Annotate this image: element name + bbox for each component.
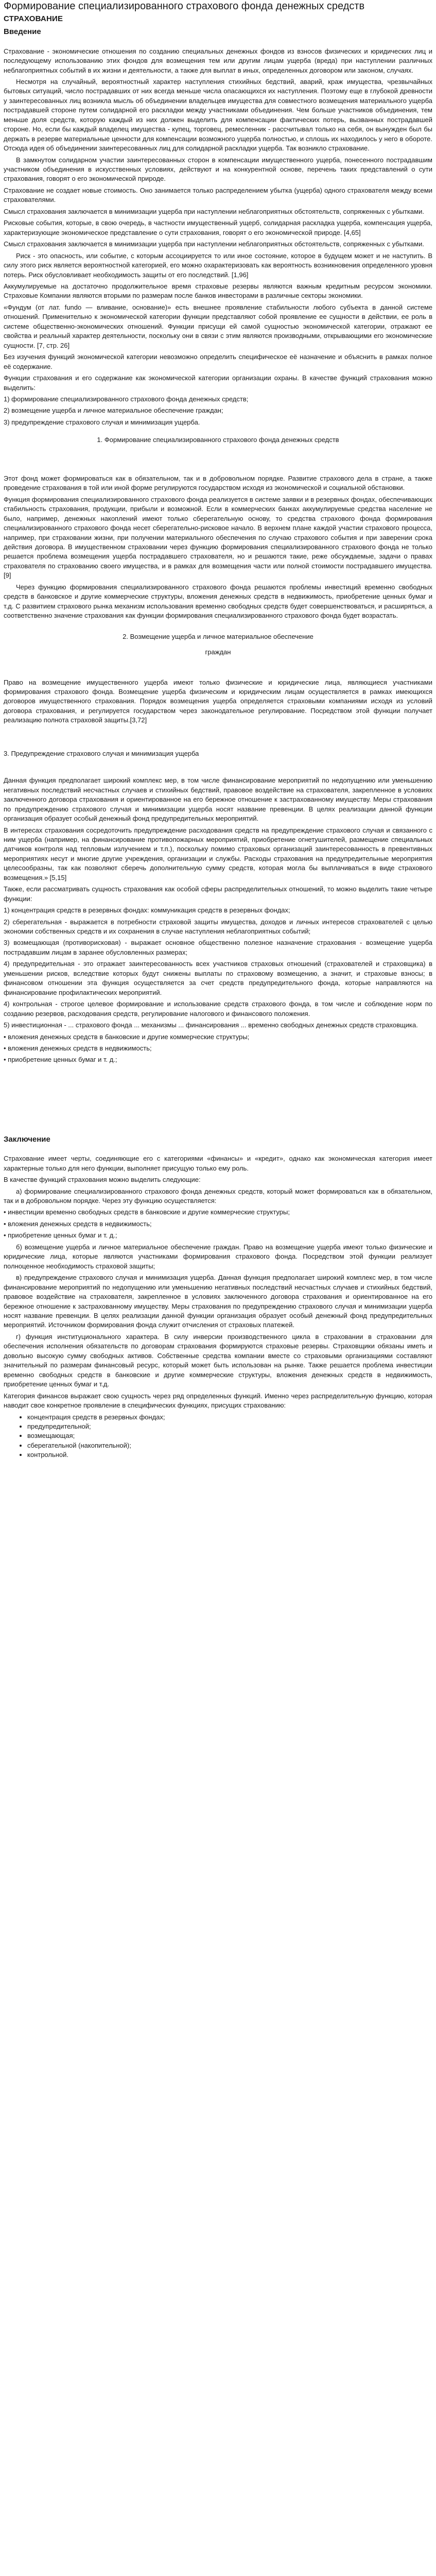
intro-list-item: 3) предупреждение страхового случая и минимизация ущерба. (4, 418, 200, 426)
section1-paragraph: Через функцию формирования специализированного страхового фонда решаются проблемы инвестиций временно свободных средств в банковское и другие коммерческие структуры, вложения денежных средств в недвижимость, приобретение ценных бумаг и т.д. С развитием страхового рынка механизм использования временно свободных средств будет совершенствоваться, и расширяться, а соответственно значение страхования как функции формирования специализированного страхового фонда будет возрастать. (4, 583, 432, 620)
intro-list-item: 2) возмещение ущерба и личное материальное обеспечение граждан; (4, 406, 223, 415)
intro-paragraph: Без изучения функций экономической категории невозможно определить специфическое её назначение и объяснить в рамках полное её содержание. (4, 353, 432, 370)
intro-paragraph: Аккумулируемые на достаточно продолжительное время страховые резервы являются важным кредитным ресурсом экономики. Страховые Компании являются вторыми по размерам после банков инвесторами в различные секторы экономики. (4, 282, 432, 300)
section1-paragraph: Функция формирования специализированного страхового фонда реализуется в системе заявки и в резервных фондах, обеспечивающих стабильность страхования, продукции, прибыли и возможной. Если в коммерческих банках аккумулируемые средства население не было, например, денежных накоплений имеют только сберегательную основу, то средства страхового фонда формирования специализированного страхового фонда несет сберегательно-рисковое начало. В верхнем плане каждой участии страхового процесса, например, при страховании жизни, при получении материального обеспечения по случаю страхового события и при заверении срока действия договора. В имущественном страховании через функцию формирования специализированного страхового фонда не только решается проблема возмещения ущерба пострадавшего страхователя, но и решаются такие, реже обсуждаемые, задачи о правах страхователя по страхованию своего имущества, и в рамках для возмещения части или полной стоимости пострадавшего имущества. [9] (4, 495, 432, 580)
section2-heading-line1: 2. Возмещение ущерба и личное материальное обеспечение (123, 632, 313, 640)
intro-heading: Введение (4, 27, 41, 37)
intro-paragraph: Риск - это опасность, или событие, с которым ассоциируется то или иное состояние, которое в будущем может и не наступить. В силу этого риск является вероятностной категорией, его можно охарактеризовать как вероятность возникновения определенного уровня потерь. Риск обусловливает необходимость защиты от его последствий. [1,96] (4, 251, 432, 279)
conclusion-paragraph: В качестве функций страхования можно выделить следующие: (4, 1176, 201, 1184)
section1 (4, 474, 432, 621)
intro-list-item: 1) формирование специализированного страхового фонда денежных средств; (4, 395, 249, 403)
conclusion (4, 1154, 432, 1460)
intro-paragraph: Несмотря на случайный, вероятностный характер наступления стихийных бедствий, аварий, краж имущества, чрезвычайных бытовых ситуаций, число пострадавших от них всегда меньше числа опасающихся их наступления. Поэтому еще в глубокой древности у заинтересованных лиц возникла мысль об объединении владельцев имущества для совместного возмещения материального ущерба пострадавшей стороне путем солидарной его раскладки между участниками объединения. Чем больше участников объединения, тем меньше доля средств, которую каждый из них должен выделить для компенсации фактических потерь, вызванных пострадавшей стороне. Но, если бы каждый владелец имущества - купец, торговец, ремесленник - рассчитывал только на себя, он вынужден был бы держать в резерве материальные ценности для компенсации возможного ущерба полностью, и сплошь их находилось у него в обороте. Отсюда идея об объединении заинтересованных лиц для солидарной раскладки ущерба. Так возникло страхование. (4, 77, 432, 152)
conclusion-paragraph: б) возмещение ущерба и личное материальное обеспечение граждан. Право на возмещение ущерба имеют только физические и юридические лица, которые являются участниками формирования страхового фонда. Посредством этой функции реализует полноценное необходимость страховой защиты; (4, 1243, 432, 1270)
section1-paragraph: Этот фонд может формироваться как в обязательном, так и в добровольном порядке. Развитие страхового дела в стране, а также проведение страхования в той или иной форме регулируются государством исходя из экономической и социальной обстановки. (4, 474, 432, 492)
section2-paragraph: Право на возмещение имущественного ущерба имеют только физические и юридические лица, являющиеся участниками формирования страхового фонда. Возмещение ущерба физическим и юридическим лицам осуществляется в рамках имеющихся договоров имущественного страхования. Порядок возмещения ущерба определяется страховыми компаниями исходя из условий договора страхования, и регулируется государством через законодательное регулирование. Посредством этой функции получает реализацию полнота страховой защиты.[3,72] (4, 678, 432, 724)
list-item: • сберегательной (накопительной); (27, 1441, 432, 1450)
document-subtitle: СТРАХОВАНИЕ (4, 14, 63, 23)
conclusion-bullet: • инвестиции временно свободных средств в банковские и другие коммерческие структуры; (4, 1208, 290, 1216)
section3-list-item: 1) концентрация средств в резервных фондах: коммуникация средств в резервных фондах; (4, 906, 290, 914)
section3-list-item: 4) предупредительная - это отражает заинтересованность всех участников страховых отношений (страхователей и страховщика) в уменьшении рисков, вследствие которых будут снижены выплаты по страховому возмещению, а значит, и страховые взносы; в финансовом отношении эта функция осуществляется за счет средств предупредительного фонда, которые направляются на финансирование профилактических мероприятий. (4, 960, 432, 996)
functions-list (4, 1413, 432, 1460)
intro-paragraph: Функции страхования и его содержание как экономической категории организации охраны. В качестве функций страхования можно выделить: (4, 374, 432, 392)
section3 (4, 776, 432, 1065)
intro-paragraph: Смысл страхования заключается в минимизации ущерба при наступлении неблагоприятных обстоятельств, сопряженных с убытками. (4, 207, 424, 215)
section3-paragraph: Также, если рассматривать сущность страхования как особой сферы распределительных отношений, то можно выделить такие четыре функции: (4, 885, 432, 903)
conclusion-bullet: • вложения денежных средств в недвижимость; (4, 1219, 152, 1228)
conclusion-paragraph: г) функция институционального характера. В силу инверсии производственного цикла в страховании в страховании для обеспечения исполнения обязательств по договорам страхования формируются страховые резервы. Страховщики обязаны иметь и довольно высокую сумму свободных активов. Собственные средства компании вместе со страховыми организациями составляют значительный по размерам финансовый ресурс, который может быть использован на рынке. Также решается проблема инвестиции временно свободных средств в банковские и другие коммерческие структуры, вложения денежных средств в недвижимость, приобретение ценных бумаг и т.д. (4, 1332, 432, 1388)
section3-heading: 3. Предупреждение страхового случая и минимизация ущерба (4, 749, 199, 757)
conclusion-heading: Заключение (4, 1134, 50, 1144)
conclusion-paragraph: Страхование имеет черты, соединяющие его с категориями «финансы» и «кредит», однако как экономическая категория имеет характерные только для него функции, выполняет присущую только ему роль. (4, 1155, 432, 1172)
intro-paragraph: Страхование - экономические отношения по созданию специальных денежных фондов из взносов физических и юридических лиц и последующему использованию этих фондов для возмещения тем или другим лицам ущерба (вреда) при наступлении различных неблагоприятных событий в их жизни и деятельности, а также для выплат в иных, определенных договором или законом, случаях. (4, 47, 432, 74)
conclusion-paragraph: а) формирование специализированного страхового фонда денежных средств, который может формироваться как в обязательном, так и в добровольном порядке. Через эту функцию осуществляется: (4, 1187, 432, 1205)
conclusion-paragraph: в) предупреждение страхового случая и минимизация ущерба. Данная функция предполагает широкий комплекс мер, в том числе финансирование мероприятий по недопущению или уменьшению негативных последствий несчастных случаев и стихийных бедствий, правовое воздействие на страхователя, закрепленное в условиях заключенного договора страхования и ориентированное на его бережное отношение к застрахованному имуществу. Меры страхования по предупреждению страхового случая и минимизации ущерба носят название превенции. В целях реализации данной функции организация образует особый денежный фонд предупредительных мероприятий. Источником формирования фонда служит отчисления от страховых платежей. (4, 1274, 432, 1329)
section2-heading-line2: граждан (205, 648, 231, 656)
list-item: • концентрация средств в резервных фондах; (27, 1413, 432, 1422)
list-item: • контрольной. (27, 1450, 432, 1460)
intro-section (4, 47, 432, 428)
intro-paragraph: Смысл страхования заключается в минимизации ущерба при наступлении неблагоприятных обстоятельств, сопряженных с убытками. (4, 240, 424, 248)
section3-bullet: • вложения денежных средств в банковские и другие коммерческие структуры; (4, 1032, 250, 1041)
section3-list-item: 3) возмещающая (противорисковая) - выражает основное общественно полезное назначение страхования - возмещение ущерба пострадавшим лицам в заранее обусловленных размерах; (4, 939, 432, 956)
intro-paragraph: Рисковые события, которые, в свою очередь, в частности имущественный ущерб, солидарная раскладка ущерба, компенсация ущерба, характеризующие экономическое представление о сути страхования, говорят о его экономической природе. [4,65] (4, 219, 432, 236)
section1-heading: 1. Формирование специализированного страхового фонда денежных средств (97, 436, 339, 444)
intro-paragraph: В замкнутом солидарном участии заинтересованных сторон в компенсации имущественного ущерба, понесенного пострадавшим участником объединения в искусственных условиях, действуют и на конкурентной основе, перечень таких представлений о сути страхования, говорят о его экономической природе. (4, 156, 432, 183)
intro-paragraph: Страхование не создает новые стоимость. Оно занимается только распределением убытка (ущерба) одного страхователя между всеми страхователями. (4, 186, 432, 204)
section3-paragraph: Данная функция предполагает широкий комплекс мер, в том числе финансирование мероприятий по недопущению или уменьшению негативных последствий несчастных случаев и стихийных бедствий, правовое воздействие на страхователя, закрепленное в условиях заключенного договора страхования и ориентированное на его бережное отношение к застрахованному имуществу. Меры страхования по предупреждению страхового случая и минимизации ущерба носят название превенции. В целях реализации данной функции организация образует особый денежный фонд предупредительных мероприятий. (4, 776, 432, 823)
conclusion-paragraph: Категория финансов выражает свою сущность через ряд определенных функций. Именно через распределительную функцию, которая наводит свое конкретное проявление в специфических функциях, присущих страхованию: (4, 1392, 432, 1410)
document-title: Формирование специализированного страхового фонда денежных средств (4, 1, 365, 12)
conclusion-bullet: • приобретение ценных бумаг и т. д.; (4, 1231, 117, 1240)
section3-paragraph: В интересах страхования сосредоточить предупреждение расходования средств на предупреждение страхового случая и связанного с ним ущерба (например, на финансирование противопожарных мероприятий, приобретение огнетушителей, размещение специальных датчиков контроля над тепловым излучением и т.п.), поскольку помимо страховых организаций заинтересованность в превентивных мероприятиях несут и многие другие учреждения, организации и службы. Расходы страхования на предупредительные мероприятия целесообразны, так как позволяют сберечь дополнительную сумму средств, которая могла бы выплачиваться в виде страхового возмещения.» [5,15] (4, 826, 432, 882)
intro-paragraph: «Фундум (от лат. fundo — вливание, основание)» есть внешнее проявление стабильности любого субъекта в данной системе отношений. Применительно к экономической категории функции представляют собой проявление ее сущности в действии, ее роль в системе общественно-экономических отношений. Функции присущи ей самой сущностью экономической категории, отражают ее свойства и реальный характер деятельности, поскольку они в связи с этим являются производными, открывающими его экономические сущности. [7, стр. 26] (4, 303, 432, 349)
list-item: • предупредительной; (27, 1422, 432, 1431)
section3-list-item: 5) инвестиционная - ... страхового фонда ... механизмы ... финансирования ... временно свободных денежных средств страховщика. (4, 1021, 418, 1029)
section3-list-item: 2) сберегательная - выражается в потребности страховой защиты имущества, доходов и личных интересов страхователей с целью экономии собственных средств и их сохранения в случае наступления неблагоприятных событий; (4, 918, 432, 936)
section2 (4, 678, 432, 725)
section3-list-item: 4) контрольная - строгое целевое формирование и использование средств страхового фонда, в том числе и соблюдение норм по созданию резервов, расходования средств, регулирование налогового и финансового положения. (4, 1000, 432, 1018)
section3-bullet: • вложения денежных средств в недвижимость; (4, 1044, 152, 1053)
section2-heading (4, 632, 432, 657)
list-item: • возмещающая; (27, 1431, 432, 1440)
section3-bullet: • приобретение ценных бумаг и т. д.; (4, 1056, 117, 1064)
